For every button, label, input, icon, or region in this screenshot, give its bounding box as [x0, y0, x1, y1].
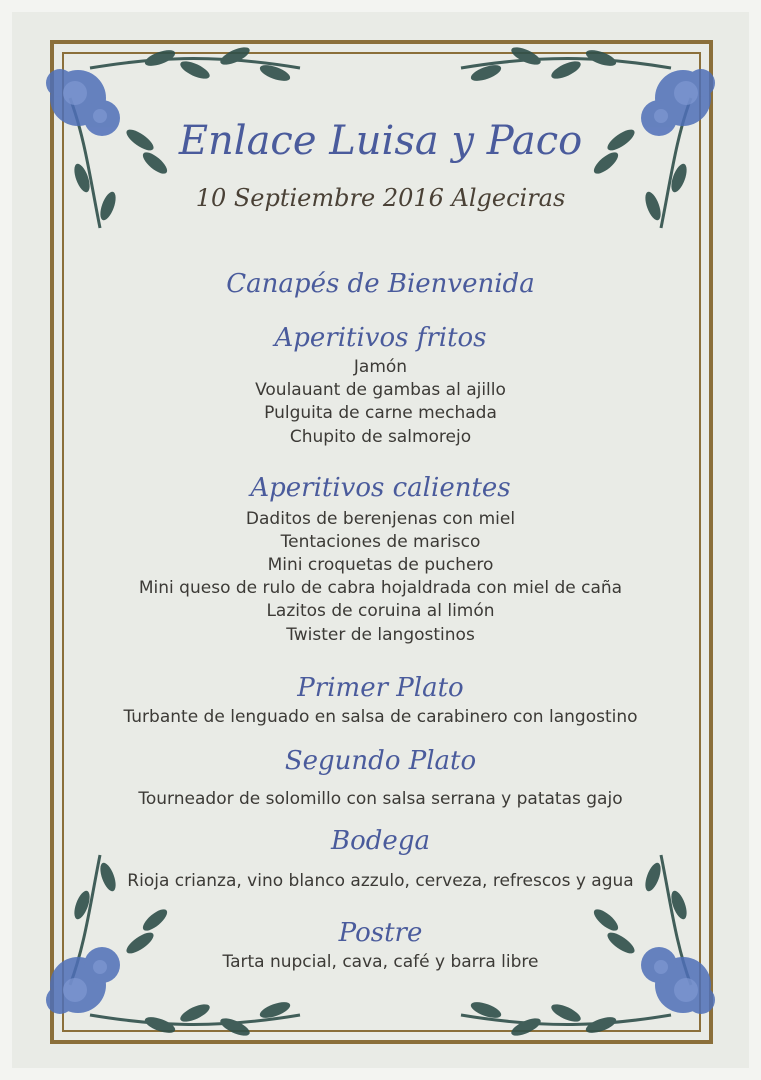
menu-item: Jamón [353, 357, 408, 377]
section-heading: Bodega [331, 826, 430, 856]
menu-item: Daditos de berenjenas con miel [245, 509, 516, 529]
menu-item: Pulguita de carne mechada [264, 403, 497, 423]
menu-item: Mini croquetas de puchero [267, 555, 494, 575]
menu-item: Tarta nupcial, cava, café y barra libre [222, 952, 539, 972]
menu-item: Tourneador de solomillo con salsa serrana y patatas gajo [138, 789, 623, 809]
menu-item: Turbante de lenguado en salsa de carabinero con langostino [123, 707, 638, 727]
menu-item: Rioja crianza, vino blanco azzulo, cerveza, refrescos y agua [127, 871, 634, 891]
menu-subtitle: 10 Septiembre 2016 Algeciras [195, 184, 566, 212]
section-heading: Aperitivos fritos [274, 323, 487, 353]
section-heading: Postre [338, 918, 423, 948]
menu-item: Twister de langostinos [286, 625, 475, 645]
menu-title: Enlace Luisa y Paco [178, 118, 583, 164]
section-heading: Aperitivos calientes [250, 473, 511, 503]
menu-item: Chupito de salmorejo [289, 427, 472, 447]
menu-item: Lazitos de coruina al limón [266, 601, 495, 621]
menu-item: Tentaciones de marisco [280, 532, 481, 552]
section-heading: Primer Plato [297, 673, 464, 703]
section-heading: Canapés de Bienvenida [226, 269, 535, 299]
section-heading: Segundo Plato [284, 746, 477, 776]
menu-item: Voulauant de gambas al ajillo [255, 380, 506, 400]
menu-item: Mini queso de rulo de cabra hojaldrada con miel de caña [138, 578, 623, 598]
